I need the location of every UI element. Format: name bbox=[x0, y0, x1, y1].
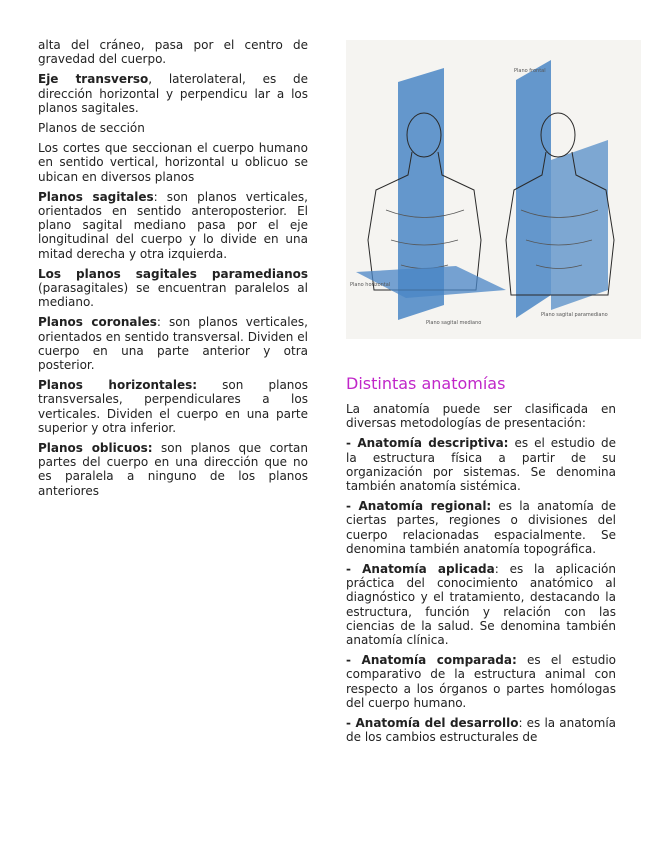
right-column bbox=[346, 40, 616, 750]
paragraph-text: : son planos verticales, orientados en sentido anteroposterior. El plano sagital mediano pasa por el eje longitudinal del cuerpo y lo divide en una mitad derecha y otra izquierda. bbox=[38, 189, 308, 261]
paragraph-text: es el estudio de la estructura física a partir de su organización por sistemas. Se denomina también anatomía sistémica. bbox=[346, 436, 616, 494]
anatomical-planes-figure bbox=[346, 40, 641, 339]
paragraph-text: : es la aplicación práctica del conocimiento anatómico al diagnóstico y el tratamiento, destacando la estructura, función y relación con las ciencias de la salud. Se denomina también anatomía clínica. bbox=[346, 562, 616, 648]
paragraph bbox=[38, 315, 308, 372]
paragraph-bold: - Anatomía del desarrollo bbox=[346, 716, 519, 731]
paragraph bbox=[346, 653, 616, 710]
paragraph bbox=[38, 121, 308, 135]
paragraph-bold: Planos coronales bbox=[38, 315, 157, 330]
paragraph-bold: Planos oblicuos: bbox=[38, 441, 153, 456]
paragraph-text: son planos transversales, perpendiculares a los verticales. Dividen el cuerpo en una parte superior y otra inferior. bbox=[38, 378, 308, 435]
paragraph bbox=[346, 716, 616, 744]
parasagittal-plane bbox=[551, 140, 608, 310]
paragraph bbox=[346, 436, 616, 493]
caption-sagittal: Plano sagital mediano bbox=[426, 320, 482, 326]
left-column bbox=[38, 38, 308, 504]
anatomical-planes-illustration bbox=[346, 40, 641, 339]
paragraph-text: Los cortes que seccionan el cuerpo humano en sentido vertical, horizontal u oblicuo se ubican en diversos planos bbox=[38, 141, 308, 184]
paragraph-text: Planos de sección bbox=[38, 121, 145, 136]
paragraph bbox=[346, 402, 616, 430]
paragraph-bold: - Anatomía descriptiva: bbox=[346, 436, 509, 451]
caption-parasagittal: Plano sagital paramediano bbox=[541, 312, 608, 318]
paragraph-text: : son planos verticales, orientados en sentido transversal. Dividen el cuerpo en una parte anterior y otra posterior. bbox=[38, 315, 308, 373]
paragraph-text: es el estudio comparativo de la estructura animal con respecto a los órganos o partes homólogas del cuerpo humano. bbox=[346, 653, 616, 710]
paragraph-text: , laterolateral, es de dirección horizontal y perpendicu lar a los planos sagitales. bbox=[38, 72, 308, 115]
paragraph bbox=[38, 38, 308, 66]
paragraph-text: es la anatomía de ciertas partes, regiones o divisiones del cuerpo relacionadas espacialmente. Se denomina también anatomía topográfica. bbox=[346, 499, 616, 556]
sagittal-plane bbox=[516, 60, 551, 318]
paragraph-text: La anatomía puede ser clasificada en diversas metodologías de presentación: bbox=[346, 402, 616, 431]
paragraph-text: : es la anatomía de los cambios estructurales de bbox=[346, 716, 617, 745]
paragraph-text: son planos que cortan partes del cuerpo en una dirección que no es paralela a ninguno de los planos anteriores bbox=[38, 441, 308, 498]
paragraph-bold: Eje transverso bbox=[38, 72, 149, 87]
paragraph bbox=[38, 267, 308, 310]
caption-top: Plano frontal bbox=[514, 68, 546, 74]
paragraph-text: (parasagitales) se encuentran paralelos al mediano. bbox=[38, 281, 308, 310]
section-title: Distintas anatomías bbox=[346, 374, 506, 393]
paragraph-bold: Los planos sagitales paramedianos bbox=[38, 266, 308, 281]
paragraph bbox=[346, 562, 616, 647]
paragraph bbox=[38, 378, 308, 435]
paragraph-text: alta del cráneo, pasa por el centro de gravedad del cuerpo. bbox=[38, 38, 308, 67]
paragraph-bold: Planos sagitales bbox=[38, 189, 154, 204]
paragraph bbox=[38, 72, 308, 115]
paragraph-bold: - Anatomía regional: bbox=[346, 499, 492, 514]
paragraph-bold: - Anatomía aplicada bbox=[346, 562, 495, 577]
paragraph bbox=[38, 441, 308, 498]
paragraph-bold: - Anatomía comparada: bbox=[346, 653, 517, 668]
paragraph-bold: Planos horizontales: bbox=[38, 378, 198, 393]
paragraph bbox=[346, 499, 616, 556]
paragraph bbox=[38, 141, 308, 184]
caption-horizontal: Plano horizontal bbox=[350, 282, 391, 288]
paragraph bbox=[38, 190, 308, 261]
